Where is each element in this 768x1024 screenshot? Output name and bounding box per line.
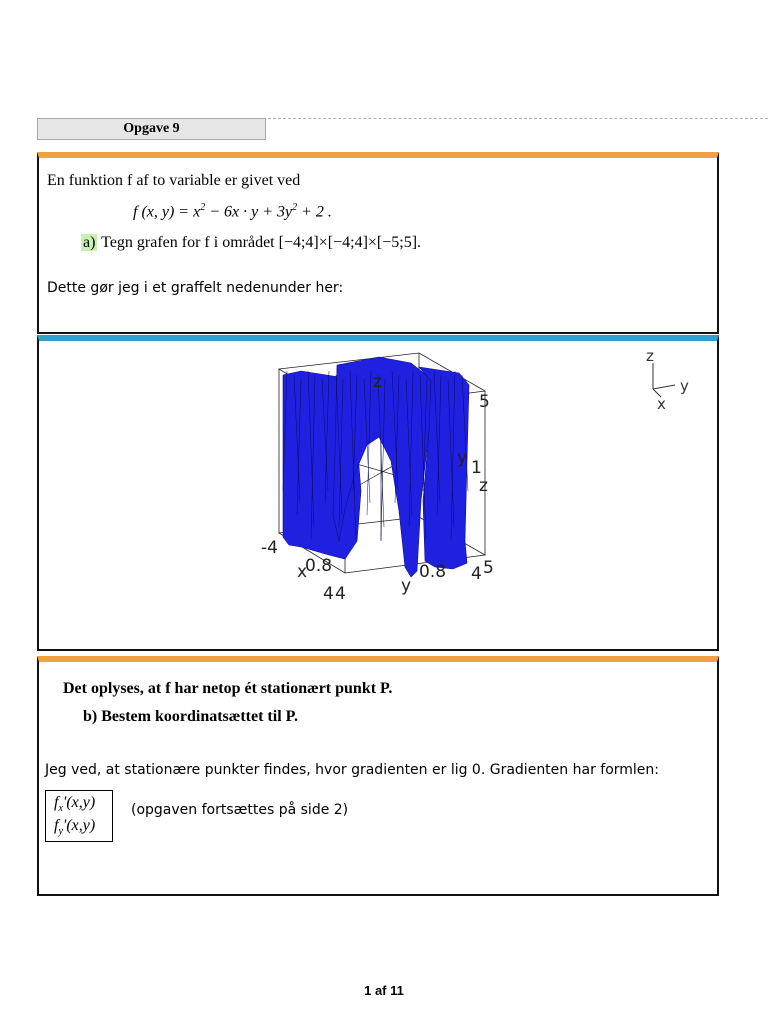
matrix-row-2: $f_y'(x,y)$	[54, 817, 96, 838]
given-text: Det oplyses, at f har netop ét stationært punkt P.	[63, 680, 393, 697]
gradient-matrix	[45, 790, 113, 842]
z-top-label: z	[373, 372, 382, 392]
task-statement-panel	[37, 152, 719, 334]
part-a-text: Tegn grafen for f i området [−4;4]×[−4;4]×[−5;5].	[101, 234, 422, 251]
part-a	[81, 234, 421, 252]
part-b-text: b) Bestem koordinatsættet til P.	[83, 708, 298, 725]
graph-panel	[37, 335, 719, 651]
four-bottom2-label: 4	[335, 584, 346, 604]
part-a-label: a)	[83, 234, 96, 251]
orient-y: y	[680, 377, 689, 395]
five-top-label: 5	[479, 392, 490, 412]
four-bottom-label: 4	[323, 584, 334, 604]
page-number: 1 af 11	[364, 983, 404, 998]
axes-orientation-labels	[646, 347, 689, 413]
answer-intro: Dette gør jeg i et graffelt nedenunder her:	[47, 280, 344, 296]
matrix-row-1: $f_x'(x,y)$	[54, 794, 96, 815]
task-header	[37, 118, 266, 140]
surface-plot[interactable]	[39, 341, 717, 647]
orient-x: x	[657, 395, 666, 413]
header-divider	[268, 118, 768, 119]
zero8-label: 0.8	[305, 556, 333, 576]
gradient-intro: Jeg ved, at stationære punkter findes, hvor gradienten er lig 0. Gradienten har formlen:	[45, 762, 660, 778]
minus4-label: -4	[261, 538, 278, 558]
y-bottom-label: y	[401, 576, 412, 596]
zero8-b-label: 0.8	[419, 562, 447, 582]
axes-orientation-icon	[653, 363, 675, 397]
four-right-label: 4	[471, 564, 482, 584]
intro-text: En funktion f af to variable er givet ved	[47, 172, 301, 189]
orient-z: z	[646, 347, 654, 365]
y-side-label: y	[457, 448, 468, 468]
one-side-label: 1	[471, 458, 482, 478]
task-title: Opgave 9	[123, 121, 180, 136]
task-b-panel	[37, 656, 719, 896]
z-mid-label: z	[479, 476, 488, 496]
function-formula: f (x, $y) = x^2 - 6x \cdot y + 3y^2 + 2$ .	[133, 202, 332, 221]
five-bottom-label: 5	[483, 558, 494, 578]
continued-note: (opgaven fortsættes på side 2)	[131, 802, 349, 818]
x-label: x	[297, 562, 308, 582]
